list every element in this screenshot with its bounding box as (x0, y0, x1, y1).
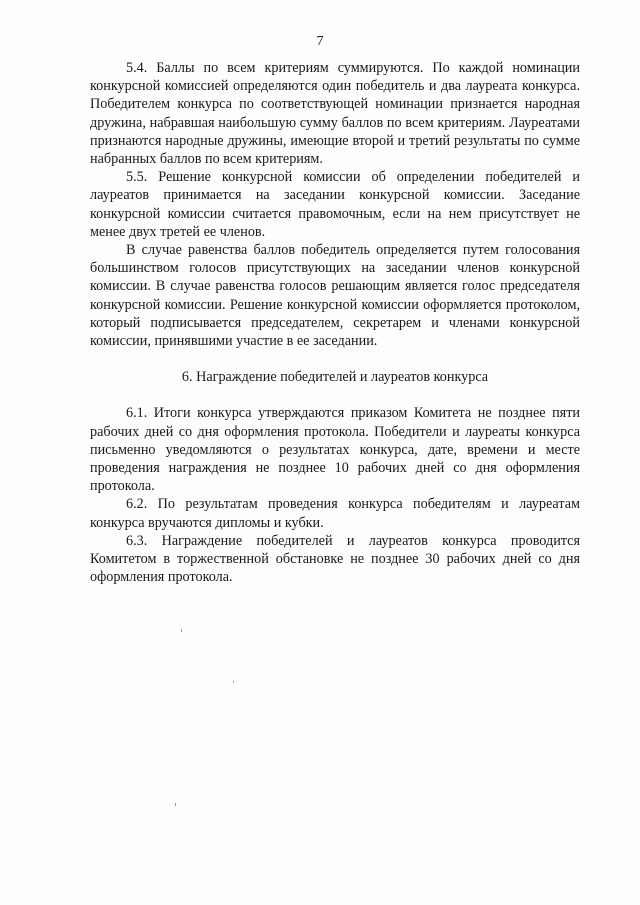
paragraph-6-1: 6.1. Итоги конкурса утверждаются приказом Комитета не позднее пяти рабочих дней со дня оформления протокола. Победители и лауреаты конкурса письменно уведомляются о результатах конкурса, дате, времени и месте проведения награждения не позднее 10 рабочих дней со дня оформления протокола. (90, 405, 580, 495)
paragraph-6-2: 6.2. По результатам проведения конкурса победителям и лауреатам конкурса вручаются дипломы и кубки. (90, 496, 580, 531)
document-body (90, 59, 580, 586)
scan-speck (233, 681, 234, 683)
page-number: 7 (316, 34, 324, 49)
section-6-heading: 6. Награждение победителей и лауреатов конкурса (181, 369, 489, 386)
paragraph-5-5: 5.5. Решение конкурсной комиссии об определении победителей и лауреатов принимается на заседании конкурсной комиссии. Заседание конкурсной комиссии считается правомочным, если на нем присутствует не менее двух третей ее членов. (90, 169, 580, 240)
paragraph-6-3: 6.3. Награждение победителей и лауреатов конкурса проводится Комитетом в торжественной обстановке не позднее 30 рабочих дней со дня оформления протокола. (90, 532, 580, 586)
scan-speck (175, 803, 176, 806)
scan-speck (181, 629, 182, 632)
section-spacer (90, 386, 580, 404)
section-spacer (90, 350, 580, 368)
paragraph-tie-rule: В случае равенства баллов победитель определяется путем голосования большинством голосов присутствующих на заседании членов конкурсной комиссии. В случае равенства голосов решающим является голос председателя конкурсной комиссии. Решение конкурсной комиссии оформляется протоколом, который подписывается председателем, секретарем и членами конкурсной комиссии, принявшими участие в ее заседании. (90, 242, 580, 350)
paragraph-5-4: 5.4. Баллы по всем критериям суммируются. По каждой номинации конкурсной комиссией определяются один победитель и два лауреата конкурса. Победителем конкурса по соответствующей номинации признается народная дружина, набравшая наибольшую сумму баллов по всем критериям. Лауреатами признаются народные дружины, имеющие второй и третий результаты по сумме набранных баллов по всем критериям. (90, 60, 580, 168)
